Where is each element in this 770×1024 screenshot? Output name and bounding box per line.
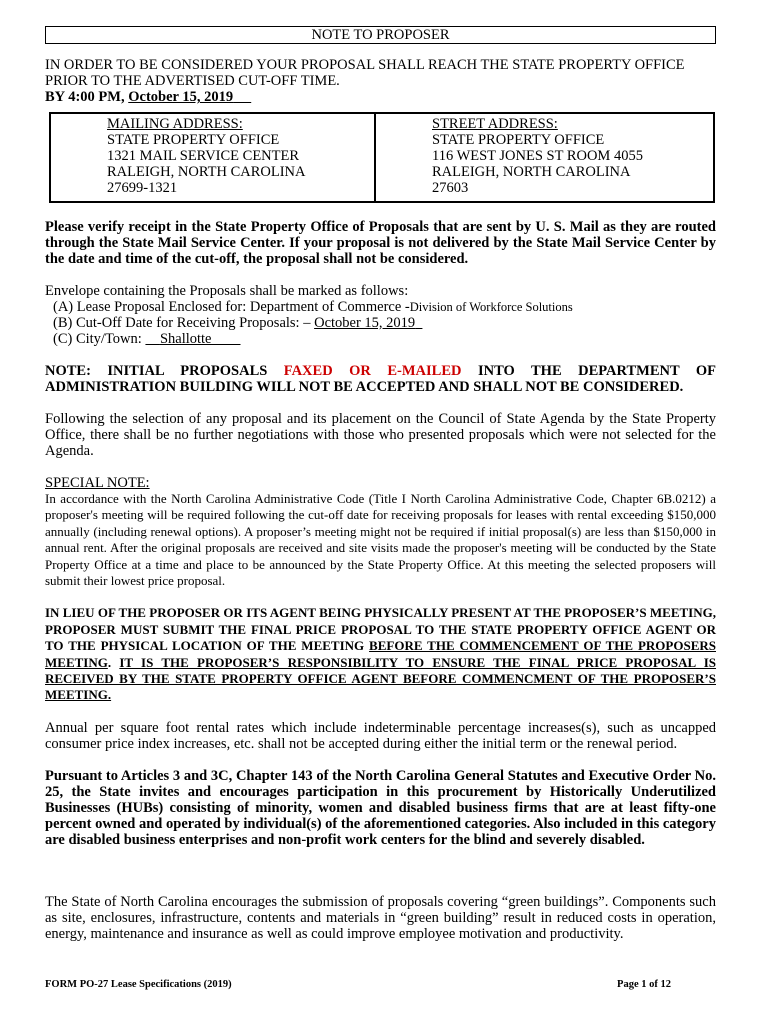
mailing-address-line: 1321 MAIL SERVICE CENTER (107, 148, 300, 164)
envelope-item-a-label: (A) Lease Proposal Enclosed for: Department of Commerce - (53, 299, 410, 315)
in-lieu-part3: . (107, 654, 120, 670)
special-note-heading: SPECIAL NOTE: (45, 475, 150, 491)
rental-rates-note: Annual per square foot rental rates which include indeterminable percentage increases(s), such as uncapped consumer price index increases, etc. shall not be accepted during either the initial term or the renewal period. (45, 719, 716, 752)
envelope-item-b (45, 315, 716, 331)
street-address (376, 114, 643, 201)
special-note-text: In accordance with the North Carolina Administrative Code (Title I North Carolina Administrative Code, Chapter 6B.0212) a proposer's meeting will be required following the cut-off date for receiving proposals for leases with rental exceeding $150,000 annually (including renewal options). A proposer’s meeting might not be required if initial proposal(s) are less than $150,000 in annual rent. After the original proposals are received and site visits made the proposer's meeting will be conducted by the State Property Office at a time and place to be announced by the State Property Office. At this meeting the selected proposers will submit their lowest price proposal. (45, 491, 716, 589)
envelope-item-a-value: Division of Workforce Solutions (409, 300, 573, 314)
verify-receipt-notice: Please verify receipt in the State Property Office of Proposals that are sent by U. S. Mail as they are routed through the State Mail Service Center. If your proposal is not delivered by the State Mail Service Center by the date and time of the cut-off, the proposal shall not be considered. (45, 219, 716, 267)
page-number: Page 1 of 12 (617, 979, 671, 990)
envelope-item-c-value: Shallotte (159, 331, 212, 347)
fax-email-note (45, 363, 716, 395)
deadline-date: October 15, 2019 (128, 89, 234, 105)
intro-text: IN ORDER TO BE CONSIDERED YOUR PROPOSAL SHALL REACH THE STATE PROPERTY OFFICE PRIOR TO THE ADVERTISED CUT-OFF TIME. (45, 57, 685, 89)
mailing-address-label: MAILING ADDRESS: (107, 116, 243, 132)
fax-note-highlight: FAXED OR E-MAILED (283, 363, 462, 379)
envelope-item-c (45, 331, 716, 347)
mailing-address (51, 114, 376, 201)
fax-note-suffix: INTO THE DEPARTMENT OF ADMINISTRATION BUILDING WILL NOT BE ACCEPTED AND SHALL NOT BE CONSIDERED. (45, 363, 716, 395)
special-note (45, 475, 716, 589)
envelope-item-b-label: (B) Cut-Off Date for Receiving Proposals: – (53, 315, 315, 331)
negotiation-note: Following the selection of any proposal and its placement on the Council of State Agenda by the State Property Office, there shall be no further negotiations with those who presented proposals which were not selected for the Agenda. (45, 411, 716, 459)
address-box (49, 112, 715, 203)
street-address-line: 27603 (432, 180, 469, 196)
hub-notice: Pursuant to Articles 3 and 3C, Chapter 143 of the North Carolina General Statutes and Executive Order No. 25, the State invites and encourages participation in this procurement by Historically Underutilized Businesses (HUBs) consisting of minority, women and disabled business firms that are at least fifty-one percent owned and operated by individual(s) of the aforementioned categories. Also included in this category are disabled business enterprises and non-profit work centers for the blind and severely disabled. (45, 767, 716, 848)
envelope-item-c-label: (C) City/Town: (53, 331, 146, 347)
in-lieu-part4: IT IS THE PROPOSER’S RESPONSIBILITY TO ENSURE THE FINAL PRICE PROPOSAL IS RECEIVED BY THE STATE PROPERTY OFFICE AGENT BEFORE COMMENCMENT OF THE PROPOSER’S MEETING. (45, 654, 717, 703)
street-address-line: 116 WEST JONES ST ROOM 4055 (432, 148, 643, 164)
page-footer (45, 977, 671, 993)
envelope-instructions (45, 283, 716, 347)
in-lieu-part2: BEFORE THE COMMENCEMENT OF THE PROPOSERS MEETING (45, 638, 716, 670)
in-lieu-part1: IN LIEU OF THE PROPOSER OR ITS AGENT BEING PHYSICALLY PRESENT AT THE PROPOSER’S MEETING, PROPOSER MUST SUBMIT THE FINAL PRICE PROPOSAL TO THE STATE PROPERTY OFFICE AGENT OR TO THE PHYSICAL LOCATION OF THE MEETING (45, 605, 716, 654)
mailing-address-line: 27699-1321 (107, 180, 178, 196)
mailing-address-line: STATE PROPERTY OFFICE (107, 132, 280, 148)
envelope-item-b-value: October 15, 2019 (314, 315, 416, 331)
intro-paragraph (45, 57, 716, 105)
form-label: FORM PO-27 Lease Specifications (2019) (45, 979, 232, 990)
in-lieu-notice (45, 605, 716, 703)
envelope-item-a (45, 299, 716, 315)
mailing-address-line: RALEIGH, NORTH CAROLINA (107, 164, 306, 180)
page-title: NOTE TO PROPOSER (45, 26, 716, 44)
fax-note-prefix: NOTE: INITIAL PROPOSALS (45, 363, 284, 379)
street-address-line: RALEIGH, NORTH CAROLINA (432, 164, 631, 180)
envelope-heading: Envelope containing the Proposals shall be marked as follows: (45, 283, 409, 299)
deadline-label: BY 4:00 PM, (45, 89, 129, 105)
green-buildings-note: The State of North Carolina encourages the submission of proposals covering “green buildings”. Components such as site, enclosures, infrastructure, contents and materials in “green building” result in reduced costs in operation, energy, maintenance and insurance as well as could improve employee motivation and productivity. (45, 893, 716, 942)
street-address-line: STATE PROPERTY OFFICE (432, 132, 605, 148)
street-address-label: STREET ADDRESS: (432, 116, 558, 132)
document-page (45, 26, 716, 942)
